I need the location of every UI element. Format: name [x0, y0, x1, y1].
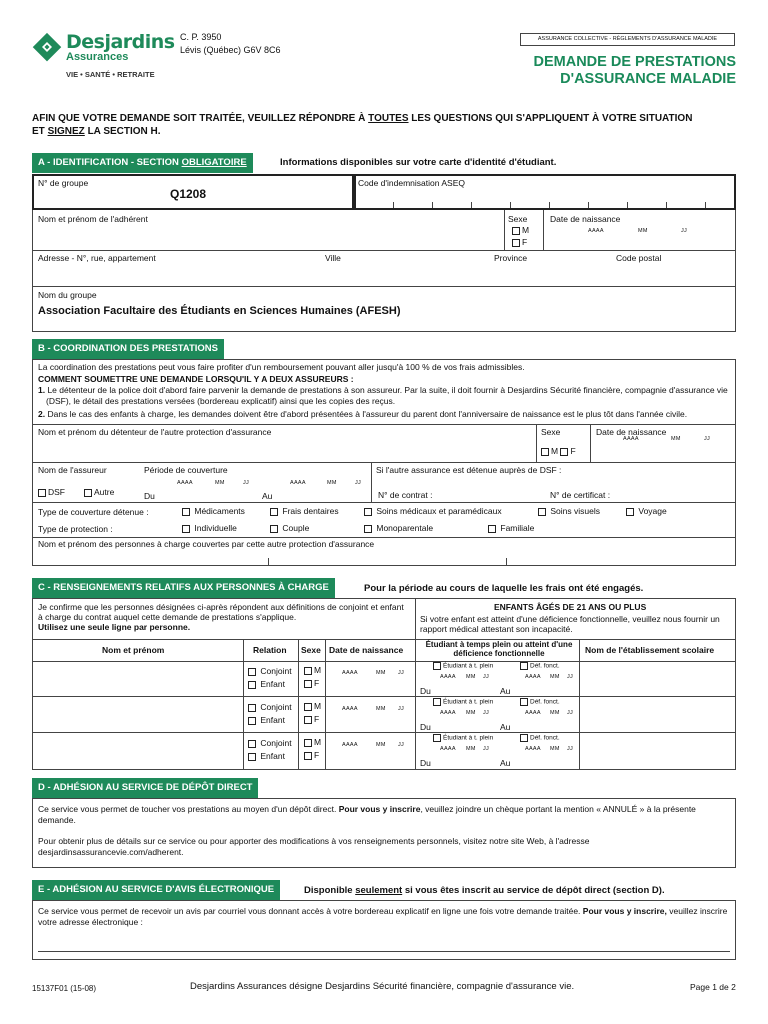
- et-du: Du: [420, 758, 431, 768]
- section-a-tab: [32, 153, 253, 173]
- et-jj: JJ: [483, 674, 490, 680]
- section-a-tab-text: A - IDENTIFICATION - SECTION: [38, 157, 182, 168]
- divider: [504, 210, 505, 250]
- periode-mm-2: MM: [327, 480, 337, 486]
- logo: [32, 31, 175, 82]
- et-au: Au: [500, 722, 511, 732]
- sexe-m-option[interactable]: [512, 225, 529, 235]
- voyage-text: Voyage: [638, 506, 667, 516]
- contrat-label: N° de contrat :: [378, 490, 433, 500]
- divider: [32, 286, 736, 287]
- divider: [32, 462, 736, 463]
- ddn-jj: JJ: [398, 670, 405, 676]
- individuelle-text: Individuelle: [194, 523, 237, 533]
- section-d-p1b: Pour vous y inscrire: [338, 804, 421, 814]
- medicaments-option[interactable]: [182, 506, 245, 516]
- m-text: M: [314, 665, 322, 675]
- et-mm: MM: [466, 710, 476, 716]
- et-jj-2: JJ: [567, 710, 574, 716]
- couple-text: Couple: [282, 523, 310, 533]
- monoparentale-option[interactable]: [364, 523, 433, 533]
- ddn-mm: MM: [638, 228, 648, 234]
- etudiant-option[interactable]: [433, 662, 493, 670]
- et-jj: JJ: [483, 710, 490, 716]
- table-row[interactable]: [32, 733, 736, 770]
- form-title-line-1: DEMANDE DE PRESTATIONS: [533, 54, 736, 70]
- checkbox-icon[interactable]: [541, 448, 549, 456]
- et-au: Au: [500, 686, 511, 696]
- checkbox-icon[interactable]: [364, 525, 372, 533]
- checkbox-icon[interactable]: [538, 508, 546, 516]
- checkbox-icon[interactable]: [488, 525, 496, 533]
- intro-signez: SIGNEZ: [47, 126, 85, 137]
- section-b-para2: COMMENT SOUMETTRE UNE DEMANDE LORSQU'IL Y A DEUX ASSUREURS :: [38, 374, 354, 384]
- et-mm-2: MM: [550, 746, 560, 752]
- couverture-label: Type de couverture détenue :: [38, 507, 149, 517]
- soins-visuels-option[interactable]: [538, 506, 600, 516]
- checkbox-icon[interactable]: [433, 698, 441, 706]
- aseq-tick: [432, 202, 433, 208]
- logo-tagline: VIE • SANTÉ • RETRAITE: [66, 70, 155, 79]
- intro-part3: ET: [32, 126, 48, 137]
- checkbox-icon[interactable]: [248, 717, 256, 725]
- checkbox-icon[interactable]: [433, 734, 441, 742]
- nom-label: Nom et prénom de l'adhérent: [38, 214, 148, 224]
- aseq-label: Code d'indemnisation ASEQ: [358, 178, 465, 188]
- personnes-label: Nom et prénom des personnes à charge couvertes par cette autre protection d'assurance: [38, 539, 375, 549]
- checkbox-icon[interactable]: [182, 508, 190, 516]
- familiale-text: Familiale: [500, 523, 535, 533]
- b-ddn-aaaa: AAAA: [623, 436, 639, 442]
- section-b-item1: [38, 385, 730, 407]
- section-e-p1c: veuillez inscrire votre adresse électronique :: [38, 906, 728, 927]
- divider: [32, 502, 736, 503]
- groupe-label: N° de groupe: [38, 178, 89, 188]
- periode-au: Au: [262, 491, 273, 501]
- def-text: Déf. fonct.: [530, 734, 560, 742]
- et-jj: JJ: [483, 746, 490, 752]
- relation-conjoint[interactable]: [248, 666, 292, 676]
- personnes-tick: [268, 558, 269, 566]
- f-text: F: [314, 678, 320, 688]
- address-line-1: C. P. 3950: [180, 32, 222, 42]
- et-mm: MM: [466, 746, 476, 752]
- section-c-note: Pour la période au cours de laquelle les frais ont été engagés.: [364, 583, 644, 594]
- groupe-nom-label: Nom du groupe: [38, 290, 97, 300]
- section-d-p1a: Ce service vous permet de toucher vos prestations au moyen d'un dépôt direct.: [38, 804, 339, 814]
- aseq-tick: [471, 202, 472, 208]
- protection-label: Type de protection :: [38, 524, 113, 534]
- section-e-note-u: seulement: [355, 885, 403, 896]
- ddn-aaaa: AAAA: [588, 228, 604, 234]
- checkbox-icon[interactable]: [270, 525, 278, 533]
- divider: [536, 424, 537, 462]
- section-e-tab: E - ADHÉSION AU SERVICE D'AVIS ÉLECTRONIQUE: [32, 880, 280, 900]
- def-option[interactable]: [520, 662, 560, 670]
- aseq-tick: [510, 202, 511, 208]
- divider: [590, 424, 591, 462]
- checkbox-icon[interactable]: [248, 668, 256, 676]
- dsf-text: DSF: [48, 487, 65, 497]
- email-input-line[interactable]: [38, 951, 730, 952]
- ddn-mm: MM: [376, 742, 386, 748]
- periode-label: Période de couverture: [144, 465, 228, 475]
- b-sexe-f-text: F: [570, 446, 576, 456]
- b-ddn-jj: JJ: [704, 436, 711, 442]
- m-text: M: [314, 737, 322, 747]
- groupe-value: Q1208: [170, 187, 207, 201]
- aseq-tick: [393, 202, 394, 208]
- section-b-item2-text: Dans le cas des enfants à charge, les demandes doivent être d'abord présentées à l'assureur du parent dont l'anniversaire de naissance est le plus tôt dans l'année civile.: [45, 409, 688, 419]
- def-text: Déf. fonct.: [530, 662, 560, 670]
- section-e-p1b: Pour vous y inscrire,: [582, 906, 667, 916]
- checkbox-icon[interactable]: [248, 681, 256, 689]
- checkbox-icon[interactable]: [248, 753, 256, 761]
- checkbox-icon[interactable]: [433, 662, 441, 670]
- confirm-bold: Utilisez une seule ligne par personne.: [38, 622, 191, 632]
- aseq-tick: [549, 202, 550, 208]
- ddn-jj: JJ: [398, 706, 405, 712]
- sexe-f[interactable]: [304, 750, 319, 760]
- et-aaaa-2: AAAA: [525, 746, 541, 752]
- section-b-item2-num: 2.: [38, 409, 46, 419]
- sexe-m[interactable]: [304, 665, 321, 675]
- checkbox-icon[interactable]: [560, 448, 568, 456]
- aseq-tick: [705, 202, 706, 208]
- section-a-note: Informations disponibles sur votre carte d'identité d'étudiant.: [280, 157, 557, 168]
- etudiant-text: Étudiant à t. plein: [443, 698, 494, 706]
- def-option[interactable]: [520, 734, 560, 742]
- detenteur-label: Nom et prénom du détenteur de l'autre protection d'assurance: [38, 427, 272, 437]
- col-nom: Nom et prénom: [102, 645, 165, 655]
- section-d-para1: [38, 804, 730, 826]
- col-etudiant: Étudiant à temps plein ou atteint d'une déficience fonctionnelle: [425, 640, 573, 658]
- sexe-m[interactable]: [304, 737, 321, 747]
- intro-toutes: TOUTES: [368, 113, 409, 124]
- enfant-text: Enfant: [260, 715, 285, 725]
- periode-jj-2: JJ: [355, 480, 362, 486]
- etudiant-text: Étudiant à t. plein: [443, 662, 494, 670]
- divider: [32, 537, 736, 538]
- checkbox-icon[interactable]: [248, 704, 256, 712]
- checkbox-icon[interactable]: [38, 489, 46, 497]
- autre-option[interactable]: [84, 487, 114, 497]
- intro-instructions: [32, 112, 742, 138]
- checkbox-icon[interactable]: [520, 698, 528, 706]
- b-sexe-options[interactable]: [541, 446, 576, 456]
- section-e-note-a: Disponible: [304, 885, 356, 896]
- def-option[interactable]: [520, 698, 560, 706]
- confirm-body: Je confirme que les personnes désignées ci-après répondent aux définitions de conjoint et enfant à charge du contrat auquel cette demande de prestations s'applique.: [38, 602, 404, 622]
- autre-text: Autre: [94, 487, 115, 497]
- section-b-tab: B - COORDINATION DES PRESTATIONS: [32, 339, 224, 359]
- aseq-tick: [666, 202, 667, 208]
- enfants-text: Si votre enfant est atteint d'une déficience fonctionnelle, veuillez nous fournir un rapport médical attestant son incapacité.: [420, 614, 720, 634]
- si-dsf-label: Si l'autre assurance est détenue auprès de DSF :: [376, 465, 562, 475]
- periode-jj-1: JJ: [243, 480, 250, 486]
- periode-aaaa-2: AAAA: [290, 480, 306, 486]
- divider: [371, 462, 372, 502]
- section-d-tab: D - ADHÉSION AU SERVICE DE DÉPÔT DIRECT: [32, 778, 258, 798]
- ddn-jj: JJ: [398, 742, 405, 748]
- checkbox-icon[interactable]: [520, 734, 528, 742]
- frais-dentaires-text: Frais dentaires: [282, 506, 339, 516]
- section-b-para1: La coordination des prestations peut vous faire profiter d'un remboursement pouvant aller jusqu'à 100 % de vos frais admissibles.: [38, 362, 525, 372]
- sexe-f-text: F: [522, 237, 528, 247]
- f-text: F: [314, 750, 320, 760]
- category-box: ASSURANCE COLLECTIVE - RÈGLEMENTS D'ASSURANCE MALADIE: [520, 33, 735, 46]
- voyage-option[interactable]: [626, 506, 667, 516]
- couple-option[interactable]: [270, 523, 309, 533]
- relation-enfant[interactable]: [248, 679, 285, 689]
- address-line-2: Lévis (Québec) G6V 8C6: [180, 45, 281, 55]
- section-e-note: [304, 885, 665, 896]
- dsf-option[interactable]: [38, 487, 65, 497]
- checkbox-icon[interactable]: [304, 667, 312, 675]
- soins-visuels-text: Soins visuels: [550, 506, 600, 516]
- enfant-text: Enfant: [260, 679, 285, 689]
- conjoint-text: Conjoint: [260, 738, 292, 748]
- ddn-mm: MM: [376, 670, 386, 676]
- checkbox-icon[interactable]: [182, 525, 190, 533]
- m-text: M: [314, 701, 322, 711]
- relation-conjoint[interactable]: [248, 702, 292, 712]
- et-jj-2: JJ: [567, 746, 574, 752]
- section-e-para1: [38, 906, 734, 928]
- et-du: Du: [420, 722, 431, 732]
- divider: [543, 210, 544, 250]
- form-title-line-2: D'ASSURANCE MALADIE: [560, 71, 736, 87]
- b-ddn-mm: MM: [671, 436, 681, 442]
- divider: [32, 250, 736, 251]
- et-au: Au: [500, 758, 511, 768]
- section-d-p1c: , veuillez joindre un chèque portant la mention « ANNULÉ » à la présente demande.: [38, 804, 696, 825]
- b-sexe-m-text: M: [551, 446, 559, 456]
- confirm-text: [38, 602, 408, 632]
- section-b-item2: [38, 409, 736, 420]
- checkbox-icon[interactable]: [512, 239, 520, 247]
- relation-enfant[interactable]: [248, 715, 285, 725]
- et-aaaa: AAAA: [440, 746, 456, 752]
- groupe-nom-value: Association Facultaire des Étudiants en Sciences Humaines (AFESH): [38, 305, 401, 317]
- enfants-title: ENFANTS ÂGÉS DE 21 ANS OU PLUS: [494, 602, 647, 612]
- aseq-tick: [627, 202, 628, 208]
- etudiant-option[interactable]: [433, 734, 493, 742]
- etudiant-text: Étudiant à t. plein: [443, 734, 494, 742]
- checkbox-icon[interactable]: [270, 508, 278, 516]
- personnes-tick: [506, 558, 507, 566]
- province-label: Province: [494, 253, 528, 263]
- intro-part1: AFIN QUE VOTRE DEMANDE SOIT TRAITÉE, VEUILLEZ RÉPONDRE À: [32, 113, 369, 124]
- medicaments-text: Médicaments: [194, 506, 245, 516]
- logo-main-text: Desjardins: [66, 31, 175, 53]
- sexe-f-option[interactable]: [512, 237, 527, 247]
- divider: [32, 639, 736, 640]
- monoparentale-text: Monoparentale: [376, 523, 434, 533]
- individuelle-option[interactable]: [182, 523, 237, 533]
- periode-du: Du: [144, 491, 155, 501]
- et-mm-2: MM: [550, 674, 560, 680]
- ville-label: Ville: [325, 253, 341, 263]
- conjoint-text: Conjoint: [260, 666, 292, 676]
- divider: [32, 424, 736, 425]
- et-aaaa-2: AAAA: [525, 674, 541, 680]
- ddn-aaaa: AAAA: [342, 670, 358, 676]
- enfant-text: Enfant: [260, 751, 285, 761]
- et-aaaa: AAAA: [440, 674, 456, 680]
- checkbox-icon[interactable]: [304, 680, 312, 688]
- checkbox-icon[interactable]: [512, 227, 520, 235]
- checkbox-icon[interactable]: [84, 489, 92, 497]
- frais-dentaires-option[interactable]: [270, 506, 339, 516]
- adresse-label: Adresse - N°, rue, appartement: [38, 253, 156, 263]
- checkbox-icon[interactable]: [304, 739, 312, 747]
- certificat-label: N° de certificat :: [550, 490, 611, 500]
- periode-mm-1: MM: [215, 480, 225, 486]
- def-text: Déf. fonct.: [530, 698, 560, 706]
- section-b-item1-num: 1.: [38, 385, 46, 395]
- section-e-p1a: Ce service vous permet de recevoir un avis par courriel vous donnant accès à votre bordereau explicatif en ligne une fois votre demande traitée.: [38, 906, 583, 916]
- intro-part4: LA SECTION H.: [84, 126, 161, 137]
- ddn-aaaa: AAAA: [342, 742, 358, 748]
- soins-medicaux-option[interactable]: [364, 506, 502, 516]
- et-mm-2: MM: [550, 710, 560, 716]
- divider: [415, 598, 416, 639]
- col-sexe: Sexe: [301, 645, 321, 655]
- checkbox-icon[interactable]: [304, 752, 312, 760]
- intro-part2: LES QUESTIONS QUI S'APPLIQUENT À VOTRE SITUATION: [408, 113, 693, 124]
- ddn-label: Date de naissance: [550, 214, 621, 224]
- familiale-option[interactable]: [488, 523, 534, 533]
- b-ddn-label: Date de naissance: [596, 427, 667, 437]
- sexe-m-text: M: [522, 225, 530, 235]
- et-mm: MM: [466, 674, 476, 680]
- section-b-item1-text: Le détenteur de la police doit d'abord faire parvenir la demande de prestations à son assureur. Par la suite, il doit fournir à Desjardins Sécurité financière, compagnie d'assurance vie (DSF), le détail des prestations versées (bordereau explicatif) ainsi que les copies des reçus.: [45, 385, 728, 406]
- sexe-f[interactable]: [304, 678, 319, 688]
- section-d-para2: Pour obtenir plus de détails sur ce service ou pour apporter des modifications à vos renseignements personnels, visitez notre site Web, à l'adresse desjardinsassurancevie.com/adherent.: [38, 836, 590, 857]
- ddn-jj: JJ: [681, 228, 688, 234]
- et-aaaa-2: AAAA: [525, 710, 541, 716]
- et-jj-2: JJ: [567, 674, 574, 680]
- aseq-tick: [588, 202, 589, 208]
- b-sexe-label: Sexe: [541, 427, 561, 437]
- section-e-note-b: si vous êtes inscrit au service de dépôt direct (section D).: [402, 885, 665, 896]
- sexe-m[interactable]: [304, 701, 321, 711]
- sexe-label: Sexe: [508, 214, 528, 224]
- checkbox-icon[interactable]: [364, 508, 372, 516]
- footer-code: 15137F01 (15-08): [32, 984, 97, 993]
- footer-page: Page 1 de 2: [690, 982, 736, 992]
- conjoint-text: Conjoint: [260, 702, 292, 712]
- checkbox-icon[interactable]: [304, 703, 312, 711]
- section-c-tab: C - RENSEIGNEMENTS RELATIFS AUX PERSONNES À CHARGE: [32, 578, 335, 598]
- et-du: Du: [420, 686, 431, 696]
- section-a-tab-obligatoire: OBLIGATOIRE: [181, 157, 247, 168]
- f-text: F: [314, 714, 320, 724]
- periode-aaaa-1: AAAA: [177, 480, 193, 486]
- relation-enfant[interactable]: [248, 751, 285, 761]
- checkbox-icon[interactable]: [248, 740, 256, 748]
- footer-center: Desjardins Assurances désigne Desjardins Sécurité financière, compagnie d'assurance vie.: [190, 981, 575, 992]
- ddn-aaaa: AAAA: [342, 706, 358, 712]
- soins-medicaux-text: Soins médicaux et paramédicaux: [376, 506, 502, 516]
- checkbox-icon[interactable]: [520, 662, 528, 670]
- checkbox-icon[interactable]: [626, 508, 634, 516]
- relation-conjoint[interactable]: [248, 738, 292, 748]
- col-ddn: Date de naissance: [329, 645, 404, 655]
- table-row[interactable]: [32, 697, 736, 733]
- checkbox-icon[interactable]: [304, 716, 312, 724]
- sexe-f[interactable]: [304, 714, 319, 724]
- col-relation: Relation: [253, 645, 287, 655]
- logo-sub-text: Assurances: [66, 51, 129, 63]
- assureur-label: Nom de l'assureur: [38, 465, 107, 475]
- et-aaaa: AAAA: [440, 710, 456, 716]
- col-ecole: Nom de l'établissement scolaire: [585, 645, 715, 655]
- ddn-mm: MM: [376, 706, 386, 712]
- desjardins-logo-icon: [32, 32, 62, 62]
- table-row[interactable]: [32, 661, 736, 697]
- etudiant-option[interactable]: [433, 698, 493, 706]
- postal-label: Code postal: [616, 253, 662, 263]
